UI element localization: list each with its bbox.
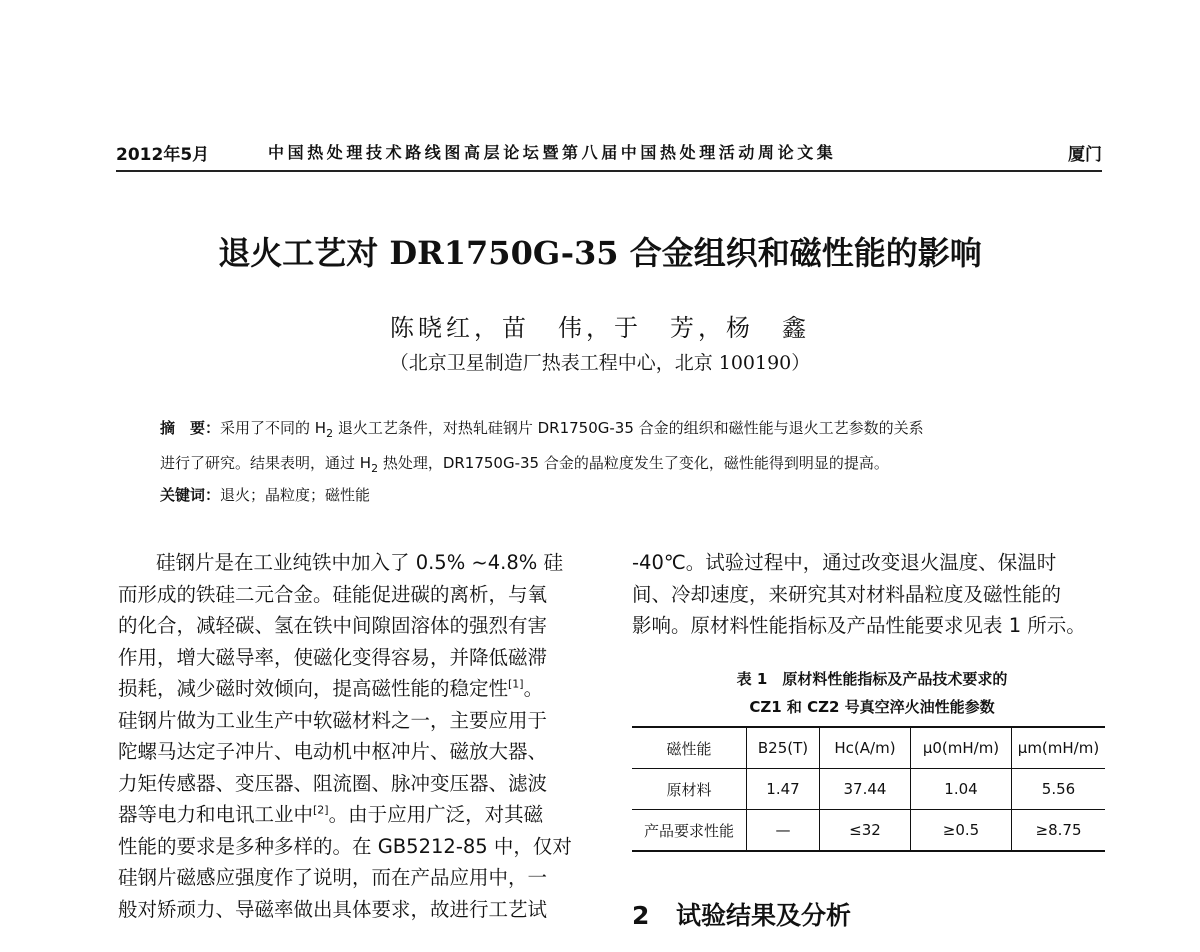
text-line: 般对矫顽力、导磁率做出具体要求，故进行工艺试 [118, 897, 548, 921]
table-header-cell: Hc(A/m) [820, 727, 911, 769]
right-column [632, 547, 1112, 642]
authors: 陈晓红，苗 伟，于 芳，杨 鑫 [390, 314, 810, 342]
table-cell: 原材料 [632, 769, 747, 810]
table-caption-line-2: CZ1 和 CZ2 号真空淬火油性能参数 [749, 698, 995, 716]
citation-ref-1: [1] [508, 677, 524, 691]
text-line: 器等电力和电讯工业中[2]。由于应用广泛，对其磁 [118, 803, 544, 826]
keywords [160, 485, 370, 505]
citation-ref-2: [2] [313, 803, 329, 817]
text-line: 硅钢片是在工业纯铁中加入了 0.5% ~4.8% 硅 [156, 551, 564, 574]
keywords-text: 退火；晶粒度；磁性能 [220, 486, 371, 504]
table-header-row [632, 727, 1105, 769]
header-journal-title: 中国热处理技术路线图高层论坛暨第八届中国热处理活动周论文集 [268, 143, 837, 162]
text-line: 损耗，减少磁时效倾向，提高磁性能的稳定性[1]。 [118, 677, 544, 700]
text-line: 而形成的铁硅二元合金。硅能促进碳的离析，与氧 [118, 582, 548, 606]
header-date: 2012年5月 [116, 145, 210, 165]
table-header-cell: B25(T) [747, 727, 820, 769]
section-heading [632, 896, 851, 932]
table-caption: 表 1 原材料性能指标及产品技术要求的 [736, 670, 1008, 688]
table-cell: 5.56 [1012, 769, 1106, 810]
table-cell: ≤32 [820, 810, 911, 852]
text-line: 的化合，减轻碳、氢在铁中间隙固溶体的强烈有害 [118, 614, 548, 637]
text-line: 硅钢片做为工业生产中软磁材料之一，主要应用于 [118, 708, 548, 732]
table-cell: — [747, 810, 820, 852]
affiliation: （北京卫星制造厂热表工程中心，北京 100190） [389, 352, 811, 374]
table-row [632, 769, 1105, 810]
abstract-label: 摘 要： [160, 419, 221, 437]
section-number: 2 [632, 901, 650, 930]
text-line: 性能的要求是多种多样的。在 GB5212-85 中，仅对 [118, 834, 572, 858]
table-header-cell: 磁性能 [632, 727, 747, 769]
text-line: 间、冷却速度，来研究其对材料晶粒度及磁性能的 [632, 582, 1062, 606]
paper-title: 退火工艺对 DR1750G-35 合金组织和磁性能的影响 [218, 234, 982, 272]
table-cell: 产品要求性能 [632, 810, 747, 852]
abstract-line-1: 摘 要：采用了不同的 $H_2$ 退火工艺条件，对热轧硅钢片 DR1750G-35 合金的组织和磁性能与退火工艺参数的关系 [160, 419, 924, 440]
table-header-cell: μm(mH/m) [1012, 727, 1106, 769]
table-row [632, 810, 1105, 852]
table-cell: ≥8.75 [1012, 810, 1106, 852]
table-cell: ≥0.5 [911, 810, 1012, 852]
keywords-label: 关键词： [160, 486, 221, 504]
abstract-line-2: 进行了研究。结果表明，通过 $H_2$ 热处理，DR1750G-35 合金的晶粒度发生了变化，磁性能得到明显的提高。 [160, 454, 889, 475]
text-line: 影响。原材料性能指标及产品性能要求见表 1 所示。 [632, 614, 1086, 637]
left-column [118, 547, 598, 925]
table-cell: 1.04 [911, 769, 1012, 810]
header-city: 厦门 [1068, 145, 1102, 165]
table-cell: 1.47 [747, 769, 820, 810]
text-line: 力矩传感器、变压器、阻流圈、脉冲变压器、滤波 [118, 771, 548, 795]
text-line: 陀螺马达定子冲片、电动机中枢冲片、磁放大器、 [118, 740, 548, 763]
properties-table [632, 726, 1105, 852]
text-line: -40℃。试验过程中，通过改变退火温度、保温时 [632, 551, 1057, 574]
text-line: 硅钢片磁感应强度作了说明，而在产品应用中，一 [118, 866, 548, 889]
text-line: 作用，增大磁导率，使磁化变得容易，并降低磁滞 [118, 645, 548, 669]
section-title: 试验结果及分析 [676, 901, 852, 930]
header-rule [116, 170, 1102, 172]
table-cell: 37.44 [820, 769, 911, 810]
table-header-cell: μ0(mH/m) [911, 727, 1012, 769]
